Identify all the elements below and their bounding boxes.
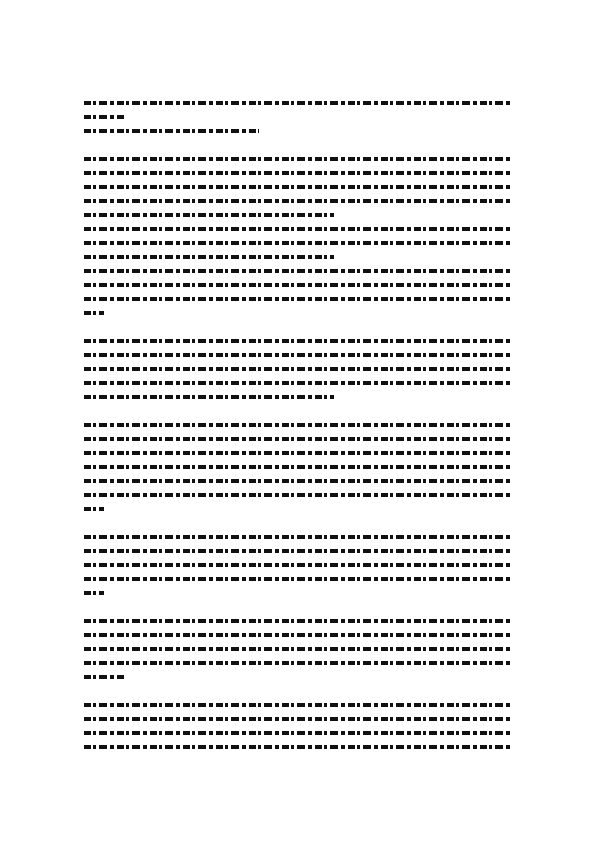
text-line	[84, 353, 512, 357]
text-line	[84, 157, 512, 161]
text-line	[84, 745, 512, 749]
text-line	[84, 339, 512, 343]
text-line	[84, 535, 512, 539]
header-line	[84, 115, 124, 119]
text-line	[84, 549, 512, 553]
text-line	[84, 703, 512, 707]
text-line	[84, 717, 512, 721]
text-line	[84, 283, 512, 287]
text-line	[84, 423, 512, 427]
text-line	[84, 311, 104, 315]
header-line	[84, 129, 259, 133]
text-line	[84, 381, 512, 385]
text-line	[84, 563, 512, 567]
text-line	[84, 507, 104, 511]
text-line	[84, 255, 334, 259]
text-line	[84, 647, 512, 651]
text-line	[84, 479, 512, 483]
text-line	[84, 227, 512, 231]
text-line	[84, 269, 512, 273]
text-line	[84, 241, 512, 245]
text-line	[84, 367, 512, 371]
text-line	[84, 171, 512, 175]
text-line	[84, 451, 512, 455]
text-line	[84, 395, 334, 399]
text-line	[84, 577, 512, 581]
text-line	[84, 493, 512, 497]
text-line	[84, 591, 104, 595]
text-line	[84, 633, 512, 637]
text-line	[84, 675, 124, 679]
text-line	[84, 213, 334, 217]
header-line	[84, 101, 512, 105]
text-line	[84, 185, 512, 189]
text-line	[84, 619, 512, 623]
text-line	[84, 297, 512, 301]
text-line	[84, 661, 512, 665]
text-line	[84, 199, 512, 203]
text-line	[84, 731, 512, 735]
text-line	[84, 437, 512, 441]
text-line	[84, 465, 512, 469]
